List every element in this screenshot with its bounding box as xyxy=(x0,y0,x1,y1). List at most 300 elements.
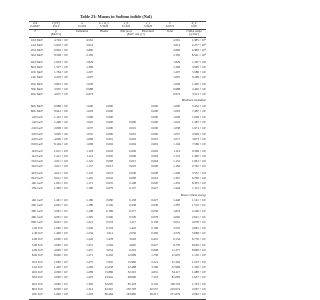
table-cell: 1.251 xyxy=(86,242,93,247)
table-cell: 1.071 xyxy=(173,136,180,141)
header-param-label: C̄ xyxy=(168,20,171,25)
header-param-value: 0.42697 xyxy=(30,24,40,28)
table-cell: 3.054 xyxy=(106,247,113,252)
table-cell: 1.221 xyxy=(86,220,93,225)
table-cell: 1.000 × 10⁸ xyxy=(54,292,68,297)
table-cell: 0.238 xyxy=(129,203,136,208)
table-cell: 0.199 xyxy=(151,225,158,230)
table-cell: 0.973 xyxy=(86,92,93,97)
table-cell: 0.055 xyxy=(106,181,113,186)
table-cell: 0.001 xyxy=(129,126,136,131)
table-cell: 0.848 xyxy=(151,247,158,252)
table-cell: 1.055 xyxy=(86,131,93,136)
table-cell: 1.117 xyxy=(129,220,136,225)
table-cell: 0.002 xyxy=(151,148,158,153)
table-cell: 1.829 xyxy=(86,59,93,64)
table-cell: 0.988 xyxy=(173,87,180,92)
table-cell: 14.0 MeV xyxy=(30,42,43,47)
table-cell: 0.004 xyxy=(151,159,158,163)
table-cell: 3.995 × 10¹ xyxy=(192,64,206,69)
table-cell: 140. MeV xyxy=(30,75,43,80)
table-cell: 80.484 xyxy=(104,292,113,297)
table-cell: 1.829 xyxy=(173,59,180,64)
table-cell: 0.002 xyxy=(129,136,136,141)
column-header: p xyxy=(55,28,57,33)
table-cell: 5.586 × 10¹ xyxy=(192,70,206,75)
table-cell: 1.314 xyxy=(86,286,93,291)
table-cell: 1.057 xyxy=(173,131,180,136)
table-cell: 0.704 xyxy=(106,225,113,230)
table-cell: 1.234 xyxy=(86,230,93,235)
table-cell: 1.150 × 10⁶ xyxy=(192,253,206,258)
table-cell: 0.120 xyxy=(106,203,113,208)
table-cell: 1.40 TeV xyxy=(31,230,43,235)
table-cell: 1.289 xyxy=(86,270,93,274)
table-cell: 8.335 × 10⁴ xyxy=(192,181,206,186)
table-cell: 3.002 xyxy=(129,237,136,242)
table-cell: 6.776 × 10⁵ xyxy=(192,237,206,242)
table-cell: 1.097 xyxy=(86,75,93,80)
table-cell: 3.011 × 10⁴ xyxy=(54,164,68,169)
table-cell: 2.065 xyxy=(173,215,180,220)
table-cell: 0.158 xyxy=(129,198,136,203)
table-cell: 2.050 xyxy=(129,230,136,235)
table-cell: 1.387 × 10³ xyxy=(192,119,206,124)
table-cell: 1.000 × 10⁷ xyxy=(54,259,68,264)
table-cell: 1.003 xyxy=(86,109,93,114)
column-header: Ionization xyxy=(75,28,89,33)
header-param-label: x_1 xyxy=(145,20,151,25)
table-cell: 1.444 xyxy=(173,186,180,191)
table-cell: 0.282 xyxy=(151,230,158,235)
table-cell: 0.377 xyxy=(129,208,136,213)
table-cell: 6.802 × 10¹ xyxy=(54,48,68,52)
table-cell: 1.180 xyxy=(86,186,93,191)
table-cell: 65.103 xyxy=(127,281,136,286)
table-cell: 3.00 GeV xyxy=(31,131,43,136)
table-cell: 1.205 xyxy=(86,215,93,220)
table-cell: 1.478 xyxy=(106,237,113,242)
table-cell: 15.960 xyxy=(127,259,136,264)
table-cell: 8.941 × 10² xyxy=(54,109,68,114)
table-cell: 2.000 × 10⁶ xyxy=(54,237,68,242)
table-cell: 0.000 xyxy=(106,104,113,109)
table-cell: 3.614 xyxy=(86,42,93,47)
table-cell: 1.097 xyxy=(173,75,180,80)
table-cell: 80.0 TeV xyxy=(31,286,43,291)
table-cell: 30.0 TeV xyxy=(31,275,43,280)
table-cell: 1.022 xyxy=(86,119,93,124)
table-cell: 7.845 xyxy=(106,259,113,264)
table-cell: 0.000 xyxy=(129,119,136,124)
table-cell: 4.011 × 10⁴ xyxy=(54,170,68,175)
table-cell: 2.007 × 10⁶ xyxy=(192,286,206,291)
table-cell: 1.207 xyxy=(86,70,93,75)
table-cell: 0.260 xyxy=(106,215,113,220)
table-cell: 30.0 GeV xyxy=(31,164,43,169)
table-cell: 64.310 xyxy=(104,286,113,291)
table-cell: 1.125 xyxy=(86,159,93,163)
table-cell: 2.001 × 10⁵ xyxy=(54,203,68,208)
table-cell: 0.000 xyxy=(106,126,113,131)
table-cell: 1.226 xyxy=(86,225,93,230)
table-cell: 0.000 xyxy=(106,119,113,124)
table-cell: 4.000 × 10⁶ xyxy=(54,247,68,252)
table-cell: 4.605 xyxy=(129,242,136,247)
table-cell: 0.006 xyxy=(129,148,136,153)
table-cell: 0.000 xyxy=(106,109,113,114)
table-cell: 3.00 TeV xyxy=(31,242,43,247)
table-cell: 4.977 × 10² xyxy=(54,92,68,97)
table-cell: 2.000 × 10⁷ xyxy=(54,270,68,274)
table-cell: 1.000 xyxy=(173,104,180,109)
table-cell: 4.380 × 10⁰ xyxy=(191,48,206,52)
table-cell: 1.00 GeV xyxy=(31,114,43,119)
table-cell: 600. MeV xyxy=(30,104,43,109)
table-cell: 1.637 × 10⁶ xyxy=(192,275,206,280)
table-cell: 2.702 × 10⁴ xyxy=(192,164,206,169)
table-cell: 3.051 xyxy=(173,220,180,225)
table-cell: 1.823 xyxy=(173,208,180,213)
header-param-value: 452.0 xyxy=(52,24,60,28)
table-cell: 1.00 TeV xyxy=(31,225,43,230)
table-cell: 1.446 xyxy=(173,198,180,203)
table-cell: 3.169 xyxy=(151,264,158,269)
table-cell: 400. MeV xyxy=(30,92,43,97)
table-cell: 1.009 × 10³ xyxy=(192,114,206,119)
column-header: T xyxy=(34,28,36,33)
table-cell: 1.114 xyxy=(86,153,93,158)
table-cell: 300. MeV xyxy=(30,87,43,92)
table-cell: 2.185 xyxy=(173,53,180,58)
table-cell: 11.377 xyxy=(171,247,180,252)
table-cell: 1.209 xyxy=(173,170,180,175)
table-cell: 20.557 xyxy=(149,286,158,291)
table-cell: 1.510 × 10⁵ xyxy=(192,203,206,208)
table-cell: 3.521 × 10² xyxy=(192,92,206,97)
table-cell: 3.000 × 10⁷ xyxy=(54,275,68,280)
table-cell: 10.0 MeV xyxy=(30,37,43,42)
table-cell: 0.009 xyxy=(129,153,136,158)
table-cell: 2.800 xyxy=(86,48,93,52)
table-cell: 0.553 xyxy=(106,220,113,225)
table-cell: 1.022 xyxy=(173,119,180,124)
table-cell: 1.011 × 10⁴ xyxy=(54,148,68,153)
table-cell: 1.40 GeV xyxy=(31,119,43,124)
table-cell: 8.000 × 10⁶ xyxy=(54,253,68,258)
table-cell: 1.400 × 10⁷ xyxy=(54,264,68,269)
table-cell: 3.001 × 10⁵ xyxy=(54,208,68,213)
table-cell: 1.096 xyxy=(86,142,93,147)
table-cell: 0.003 xyxy=(106,148,113,153)
table-cell: 40.0 GeV xyxy=(31,170,43,175)
table-cell: 1.756 xyxy=(151,253,158,258)
table-cell: 4.00 GeV xyxy=(31,136,43,141)
table-cell: 0.058 xyxy=(151,208,158,213)
table-cell: 0.080 xyxy=(106,198,113,203)
table-cell: 0.020 xyxy=(151,181,158,186)
table-cell: 4.000 × 10⁷ xyxy=(54,281,68,286)
table-cell: 0.627 xyxy=(151,242,158,247)
table-cell: 0.036 xyxy=(129,170,136,175)
table-cell: 1.242 xyxy=(86,237,93,242)
range-unit: [g/cm²] xyxy=(189,32,199,36)
table-cell: 4.078 × 10⁵ xyxy=(192,220,206,225)
table-cell: 1.145 xyxy=(86,170,93,175)
table-cell: 1.971 × 10³ xyxy=(192,126,206,131)
table-cell: 1.115 × 10⁵ xyxy=(192,186,206,191)
table-cell: 0.042 xyxy=(106,175,113,180)
table-cell: 2.00 TeV xyxy=(31,237,43,242)
table-cell: 1.180 xyxy=(86,198,93,203)
table-cell: 216.974 xyxy=(170,286,180,291)
table-cell: 7.153 xyxy=(151,275,158,280)
column-header: CSDA range xyxy=(186,28,202,33)
table-cell: 1.000 xyxy=(86,104,93,109)
table-cell: 1.390 × 10⁵ xyxy=(54,186,68,191)
table-cell: 1.121 × 10⁵ xyxy=(192,198,206,203)
table-cell: 81.083 xyxy=(171,275,180,280)
table-cell: 1.411 × 10⁴ xyxy=(54,153,68,158)
table-cell: 0.008 xyxy=(151,170,158,175)
table-cell: 0.027 xyxy=(151,198,158,203)
table-cell: 0.973 xyxy=(173,92,180,97)
table-cell: 4.001 × 10⁵ xyxy=(54,215,68,220)
table-cell: 3.873 × 10³ xyxy=(192,136,206,141)
table-cell: 1.198 xyxy=(86,208,93,213)
header-param-label: δ_0 xyxy=(191,20,197,25)
table-cell: 21.970 xyxy=(171,253,180,258)
table-cell: 1.385 × 10⁰ xyxy=(191,37,206,42)
table-cell: 2.264 xyxy=(106,242,113,247)
table-cell: 1.297 xyxy=(86,275,93,280)
header-param-value: 3.5920 xyxy=(143,24,153,28)
table-cell: 1.271 xyxy=(86,253,93,258)
header-param-label: Z/A xyxy=(32,20,38,25)
table-cell: 6.798 × 10⁴ xyxy=(192,175,206,180)
table-cell: 200. MeV xyxy=(30,81,43,86)
table-cell: 1.401 × 10⁵ xyxy=(54,198,68,203)
table-cell: 1.300 × 10⁴ xyxy=(192,153,206,158)
table-note: Muon critical energy xyxy=(180,192,206,197)
table-cell: 8.001 × 10⁵ xyxy=(54,220,68,225)
table-cell: 6.134 xyxy=(173,237,180,242)
table-cell: 2.492 × 10² xyxy=(192,87,206,92)
table-cell: 4.681 × 10⁵ xyxy=(192,225,206,230)
table-cell: 1.028 xyxy=(173,81,180,86)
table-cell: 1.587 xyxy=(173,203,180,208)
table-cell: 3.555 xyxy=(173,225,180,230)
table-cell: 20.0 TeV xyxy=(31,270,43,274)
table-cell: 8.541 × 10⁰ xyxy=(191,53,206,58)
table-cell: 20.0 MeV xyxy=(30,48,43,52)
table-cell: 6.989 × 10² xyxy=(54,104,68,109)
table-cell: 6.242 xyxy=(106,253,113,258)
table-cell: 2.00 GeV xyxy=(31,126,43,131)
momentum-unit: [MeV/c] xyxy=(50,32,62,36)
table-cell: 0.000 xyxy=(151,131,158,136)
table-cell: 0.016 xyxy=(151,175,158,180)
table-cell: 0.000 xyxy=(151,119,158,124)
table-cell: 0.000 xyxy=(151,104,158,109)
table-cell: 140. GeV xyxy=(31,198,43,203)
header-param-value: 3.5920 xyxy=(99,24,109,28)
table-cell: 8.011 × 10⁴ xyxy=(54,175,68,180)
table-cell: 2.891 × 10² xyxy=(54,81,68,86)
table-cell: 2.099 × 10³ xyxy=(54,126,68,131)
table-cell: 5.616 × 10¹ xyxy=(54,42,68,47)
table-cell: 2.800 xyxy=(173,48,180,52)
column-header: Pair prod xyxy=(120,28,132,33)
table-cell: 4.704 × 10¹ xyxy=(54,37,68,42)
table-cell: 10.0 TeV xyxy=(31,259,43,264)
table-cell: 14.0 GeV xyxy=(31,153,43,158)
table-cell: 130.793 xyxy=(126,286,136,291)
table-cell: 1.114 xyxy=(173,148,180,153)
table-cell: 8.00 TeV xyxy=(31,253,43,258)
header-param-value: 0.1203 xyxy=(121,24,131,28)
table-cell: 1.104 xyxy=(173,142,180,147)
table-cell: 2.108 × 10⁵ xyxy=(192,208,206,213)
table-cell: 27.302 xyxy=(171,259,180,264)
table-cell: 800. MeV xyxy=(30,109,43,114)
table-cell: 1.495 × 10² xyxy=(192,81,206,86)
table-cell: 100. TeV xyxy=(31,292,43,297)
table-cell: 9.396 × 10³ xyxy=(192,148,206,153)
table-cell: 0.004 xyxy=(129,142,136,147)
table-cell: 54.117 xyxy=(171,270,180,274)
table-cell: 32.005 xyxy=(104,281,113,286)
table-cell: 1.003 xyxy=(173,109,180,114)
table-cell: 5.452 × 10² xyxy=(192,104,206,109)
table-cell: 0.079 xyxy=(106,186,113,191)
table-cell: 1.137 xyxy=(86,164,93,169)
table-cell: 0.000 xyxy=(151,114,158,119)
table-cell: 5.668 × 10⁵ xyxy=(192,230,206,235)
table-cell: 1.834 × 10⁴ xyxy=(192,159,206,163)
table-cell: 2.185 xyxy=(86,53,93,58)
header-param-label: k = m_s xyxy=(99,20,109,25)
table-cell: 1.306 xyxy=(173,64,180,69)
header-param-label: a xyxy=(81,20,83,25)
table-cell: 1.009 xyxy=(86,114,93,119)
table-cell: 1.306 xyxy=(86,64,93,69)
table-cell: 1.103 xyxy=(86,148,93,153)
table-cell: 2.621 × 10⁵ xyxy=(192,215,206,220)
table-cell: 1.037 xyxy=(86,126,93,131)
table-cell: 1.068 xyxy=(86,136,93,141)
table-cell: 0.001 xyxy=(129,131,136,136)
table-cell: 1.400 × 10⁶ xyxy=(54,230,68,235)
table-cell: 1.011 xyxy=(106,230,113,235)
table-cell: 3.557 × 10⁴ xyxy=(192,170,206,175)
table-cell: 40.0 TeV xyxy=(31,281,43,286)
table-cell: 0.039 xyxy=(151,203,158,208)
table-cell: 48.690 xyxy=(127,275,136,280)
table-cell: 9.742 xyxy=(151,281,158,286)
table-cell: 0.520 xyxy=(129,215,136,220)
table-cell: 1.003 × 10² xyxy=(54,59,68,64)
table-cell: 8.998 × 10⁵ xyxy=(192,247,206,252)
table-cell: 80.0 MeV xyxy=(30,64,43,69)
table-cell: 300. GeV xyxy=(31,208,43,213)
table-cell: 4.579 xyxy=(173,230,180,235)
table-cell: 400. GeV xyxy=(31,215,43,220)
table-cell: 30.0 MeV xyxy=(30,53,43,58)
table-cell: 1.000 × 10⁶ xyxy=(54,225,68,230)
table-cell: 15.886 xyxy=(104,270,113,274)
column-header: Brems xyxy=(100,28,108,33)
table-cell: 271.679 xyxy=(170,292,180,297)
table-title: Table 23: Muons in Sodium iodide (NaI) xyxy=(80,14,152,19)
table-cell: 4.099 × 10³ xyxy=(54,136,68,141)
table-cell: 8.750 xyxy=(173,242,180,247)
table-cell: 37.999 xyxy=(171,264,180,269)
table-cell: 7.566 × 10³ xyxy=(192,142,206,147)
table-cell: 0.005 xyxy=(106,153,113,158)
table-cell: 8.029 × 10⁵ xyxy=(192,242,206,247)
table-cell: 23.942 xyxy=(104,275,113,280)
table-cell: 800. GeV xyxy=(31,220,43,225)
header-param-value: 0.1203 xyxy=(77,24,87,28)
table-cell: 14.0 TeV xyxy=(31,264,43,269)
table-cell: 0.410 xyxy=(151,237,158,242)
table-cell: 40.0 MeV xyxy=(30,59,43,64)
table-cell: 0.000 xyxy=(106,131,113,136)
table-cell: 1.171 xyxy=(86,181,93,186)
table-cell: 2.929 × 10³ xyxy=(192,131,206,136)
table-cell: 1.257 xyxy=(86,247,93,252)
table-cell: 1.282 xyxy=(86,264,93,269)
table-cell: 7.487 × 10² xyxy=(192,109,206,114)
table-cell: 0.013 xyxy=(106,164,113,169)
table-cell: 1.182 xyxy=(173,164,180,169)
table-cell: 0.001 xyxy=(151,136,158,141)
table-cell: 1.764 × 10² xyxy=(54,70,68,75)
table-cell: 1.302 xyxy=(86,281,93,286)
table-cell: 3.000 × 10⁶ xyxy=(54,242,68,247)
table-cell: 26.217 xyxy=(149,292,158,297)
table-cell: 2.218 × 10² xyxy=(54,75,68,80)
table-cell: 1.233 × 10⁶ xyxy=(192,259,206,264)
table-cell: 1.189 xyxy=(86,203,93,208)
table-cell: 8.000 × 10⁷ xyxy=(54,286,68,291)
table-cell: 20.0 GeV xyxy=(31,159,43,163)
table-cell: 0.019 xyxy=(106,170,113,175)
table-cell: 0.157 xyxy=(129,186,136,191)
table-cell: 4.631 xyxy=(151,270,158,274)
table-cell: 0.001 xyxy=(151,142,158,147)
table-cell: 0.000 xyxy=(151,126,158,131)
table-cell: 0.002 xyxy=(106,142,113,147)
table-cell: 1.131 xyxy=(173,153,180,158)
table-cell: 0.027 xyxy=(151,186,158,191)
header-param-value: 0.00 xyxy=(191,24,197,28)
table-cell: 0.015 xyxy=(129,159,136,163)
table-cell: 1.527 × 10² xyxy=(54,64,68,69)
table-cell: 0.001 xyxy=(106,136,113,141)
table-cell: 80.0 GeV xyxy=(31,175,43,180)
table-cell: 2.477 × 10⁰ xyxy=(191,42,206,47)
table-cell: 4.00 TeV xyxy=(31,247,43,252)
table-cell: 1.038 xyxy=(173,126,180,131)
table-cell: 1.318 xyxy=(86,292,93,297)
table-cell: 22.488 xyxy=(127,264,136,269)
table-cell: 100. MeV xyxy=(30,70,43,75)
table-cell: 1.275 xyxy=(86,259,93,264)
table-cell: 11.058 xyxy=(104,264,113,269)
table-cell: 100. GeV xyxy=(31,181,43,186)
